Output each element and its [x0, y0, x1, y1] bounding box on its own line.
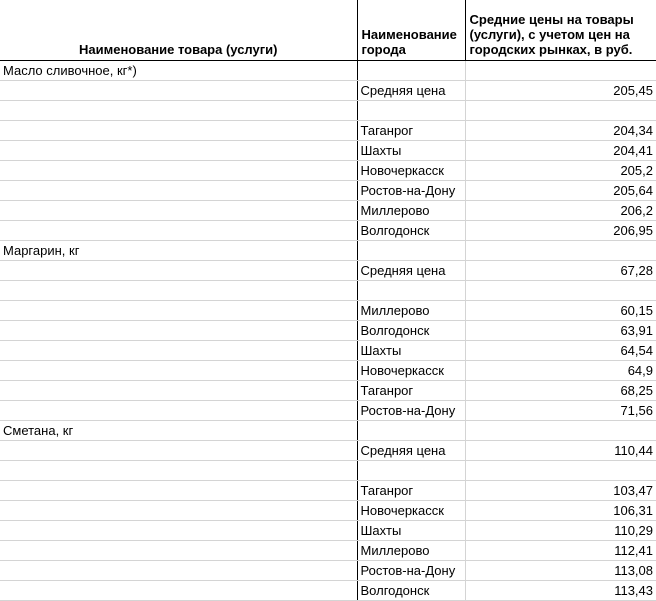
product-cell[interactable]	[0, 440, 357, 460]
product-cell[interactable]	[0, 380, 357, 400]
product-cell[interactable]	[0, 540, 357, 560]
city-cell[interactable]: Шахты	[357, 140, 465, 160]
product-cell[interactable]	[0, 300, 357, 320]
header-city: Наименование города	[357, 0, 465, 60]
table-row[interactable]	[0, 380, 656, 400]
product-cell[interactable]	[0, 80, 357, 100]
price-cell[interactable]: 71,56	[465, 400, 656, 420]
table-row[interactable]	[0, 360, 656, 380]
table-row[interactable]	[0, 260, 656, 280]
price-cell[interactable]	[465, 460, 656, 480]
city-cell[interactable]: Новочеркасск	[357, 360, 465, 380]
product-cell[interactable]	[0, 120, 357, 140]
city-cell[interactable]	[357, 420, 465, 440]
city-cell[interactable]: Новочеркасск	[357, 500, 465, 520]
product-cell[interactable]	[0, 340, 357, 360]
price-cell[interactable]: 113,43	[465, 580, 656, 600]
price-cell[interactable]: 110,29	[465, 520, 656, 540]
table-row[interactable]	[0, 400, 656, 420]
table-row[interactable]	[0, 520, 656, 540]
table-row[interactable]	[0, 440, 656, 460]
table-row[interactable]	[0, 160, 656, 180]
city-cell[interactable]: Волгодонск	[357, 580, 465, 600]
price-cell[interactable]: 206,2	[465, 200, 656, 220]
price-cell[interactable]: 103,47	[465, 480, 656, 500]
price-cell[interactable]: 68,25	[465, 380, 656, 400]
city-cell[interactable]	[357, 240, 465, 260]
table-row[interactable]	[0, 100, 656, 120]
table-row[interactable]	[0, 420, 656, 440]
table-row[interactable]	[0, 120, 656, 140]
price-cell[interactable]: 112,41	[465, 540, 656, 560]
table-row[interactable]	[0, 80, 656, 100]
table-row[interactable]	[0, 200, 656, 220]
table-row[interactable]	[0, 220, 656, 240]
table-body	[0, 60, 656, 600]
city-cell[interactable]: Шахты	[357, 520, 465, 540]
price-cell[interactable]	[465, 60, 656, 80]
product-cell[interactable]	[0, 160, 357, 180]
price-cell[interactable]: 113,08	[465, 560, 656, 580]
product-cell[interactable]	[0, 520, 357, 540]
price-cell[interactable]: 204,34	[465, 120, 656, 140]
price-cell[interactable]: 206,95	[465, 220, 656, 240]
price-cell[interactable]	[465, 280, 656, 300]
price-cell[interactable]: 205,45	[465, 80, 656, 100]
city-cell[interactable]: Ростов-на-Дону	[357, 560, 465, 580]
header-price: Средние цены на товары (услуги), с учетом цен на городских рынках, в руб.	[465, 0, 656, 60]
price-cell[interactable]: 63,91	[465, 320, 656, 340]
product-cell[interactable]	[0, 560, 357, 580]
product-cell[interactable]	[0, 480, 357, 500]
table-row[interactable]	[0, 60, 656, 80]
table-row[interactable]	[0, 500, 656, 520]
header-row	[0, 0, 656, 60]
table-row[interactable]	[0, 180, 656, 200]
product-cell[interactable]	[0, 580, 357, 600]
product-cell[interactable]	[0, 100, 357, 120]
table-row[interactable]	[0, 540, 656, 560]
product-cell[interactable]	[0, 320, 357, 340]
city-cell[interactable]: Миллерово	[357, 540, 465, 560]
city-cell[interactable]	[357, 100, 465, 120]
price-cell[interactable]: 106,31	[465, 500, 656, 520]
city-cell[interactable]: Миллерово	[357, 200, 465, 220]
product-cell[interactable]	[0, 360, 357, 380]
price-cell[interactable]: 64,54	[465, 340, 656, 360]
city-cell[interactable]: Миллерово	[357, 300, 465, 320]
city-cell[interactable]: Средняя цена	[357, 80, 465, 100]
table-row[interactable]	[0, 560, 656, 580]
table-row[interactable]	[0, 240, 656, 260]
city-cell[interactable]	[357, 280, 465, 300]
price-cell[interactable]: 60,15	[465, 300, 656, 320]
city-cell[interactable]: Новочеркасск	[357, 160, 465, 180]
price-cell[interactable]: 110,44	[465, 440, 656, 460]
city-cell[interactable]: Волгодонск	[357, 320, 465, 340]
product-cell[interactable]	[0, 500, 357, 520]
table-row[interactable]	[0, 300, 656, 320]
city-cell[interactable]: Средняя цена	[357, 440, 465, 460]
header-product: Наименование товара (услуги)	[0, 0, 357, 60]
table-row[interactable]	[0, 140, 656, 160]
product-cell[interactable]	[0, 280, 357, 300]
price-cell[interactable]: 67,28	[465, 260, 656, 280]
product-cell[interactable]	[0, 220, 357, 240]
price-cell[interactable]: 64,9	[465, 360, 656, 380]
city-cell[interactable]: Средняя цена	[357, 260, 465, 280]
city-cell[interactable]: Таганрог	[357, 480, 465, 500]
table-row[interactable]	[0, 340, 656, 360]
price-cell[interactable]	[465, 420, 656, 440]
city-cell[interactable]: Ростов-на-Дону	[357, 180, 465, 200]
price-cell[interactable]: 205,64	[465, 180, 656, 200]
table-row[interactable]	[0, 320, 656, 340]
city-cell[interactable]: Таганрог	[357, 380, 465, 400]
product-cell[interactable]: Масло сливочное, кг*)	[0, 60, 357, 80]
price-cell[interactable]: 204,41	[465, 140, 656, 160]
table-row[interactable]	[0, 480, 656, 500]
price-cell[interactable]	[465, 240, 656, 260]
price-cell[interactable]	[465, 100, 656, 120]
product-cell[interactable]	[0, 400, 357, 420]
table-row[interactable]	[0, 460, 656, 480]
product-cell[interactable]	[0, 460, 357, 480]
city-cell[interactable]: Ростов-на-Дону	[357, 400, 465, 420]
product-cell[interactable]	[0, 180, 357, 200]
product-cell[interactable]	[0, 200, 357, 220]
product-cell[interactable]: Маргарин, кг	[0, 240, 357, 260]
product-cell[interactable]	[0, 140, 357, 160]
city-cell[interactable]: Шахты	[357, 340, 465, 360]
price-cell[interactable]: 205,2	[465, 160, 656, 180]
product-cell[interactable]	[0, 260, 357, 280]
city-cell[interactable]	[357, 60, 465, 80]
table-row[interactable]	[0, 580, 656, 600]
product-cell[interactable]: Сметана, кг	[0, 420, 357, 440]
city-cell[interactable]: Волгодонск	[357, 220, 465, 240]
city-cell[interactable]	[357, 460, 465, 480]
city-cell[interactable]: Таганрог	[357, 120, 465, 140]
table-row[interactable]	[0, 280, 656, 300]
